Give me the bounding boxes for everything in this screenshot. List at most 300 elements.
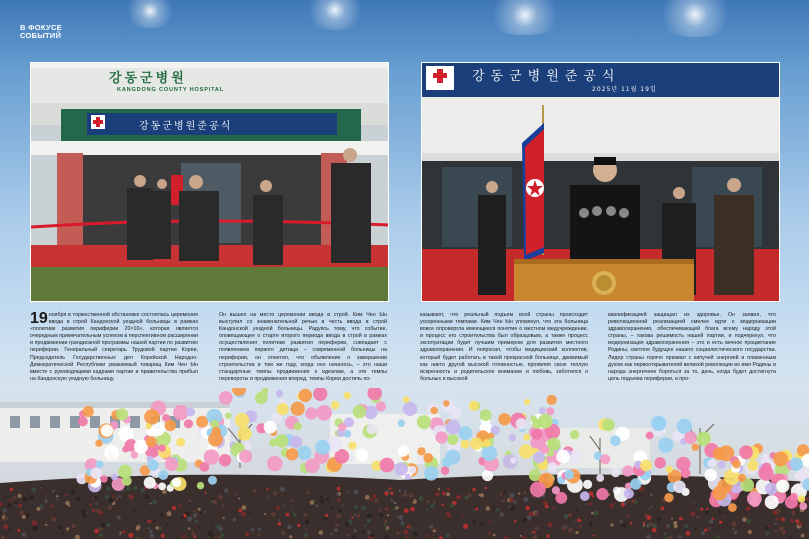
balloon [417,447,425,455]
crowd-figure [774,522,777,525]
balloon [430,407,438,415]
crowd-figure [66,527,69,530]
crowd-figure [708,527,711,530]
crowd-figure [779,526,784,531]
crowd-figure [262,511,264,513]
balloon [291,402,305,416]
balloon [299,389,312,402]
balloon [225,413,231,419]
crowd-figure [286,513,290,517]
crowd-figure [306,491,310,495]
balloon [165,457,178,470]
crowd-figure [305,520,310,525]
crowd-figure [287,525,292,530]
crowd-figure [219,527,224,532]
balloon [122,476,132,486]
crowd-figure [199,525,201,527]
crowd-figure [484,487,487,490]
crowd-figure [773,510,778,515]
balloon [405,474,411,480]
crowd-figure [621,502,625,506]
crowd-figure [579,525,582,528]
balloon [239,450,252,463]
balloon [403,402,417,416]
crowd-figure [58,525,62,529]
crowd-figure [661,506,665,510]
crowd-figure [446,512,450,516]
crowd-figure [101,523,106,528]
crowd-figure [15,504,17,506]
balloon [186,408,195,417]
crowd-figure [534,526,538,530]
balloon [624,489,634,499]
crowd-figure [215,536,217,538]
crowd-figure [575,531,578,534]
balloon [681,468,691,478]
crowd-figure [119,495,122,498]
crowd-figure [694,528,696,530]
balloon [546,407,554,415]
crowd-figure [430,504,435,509]
balloon [758,466,773,481]
crowd-figure [718,510,721,513]
balloon [338,423,346,431]
crowd-figure [150,534,154,538]
crowd-figure [531,531,534,534]
balloon [423,453,433,463]
balloon [435,431,447,443]
crowd-figure [593,534,595,536]
crowd-figure [289,535,292,538]
balloon [208,432,223,447]
crowd-figure [267,497,269,499]
balloon [315,440,330,455]
crowd-figure [133,486,138,491]
crowd-figure [610,504,614,508]
crowd-figure [117,516,121,520]
crowd-figure [568,528,573,533]
crowd-figure [473,509,475,511]
crowd-figure [628,500,630,502]
balloon [547,438,560,451]
balloon [264,421,277,434]
crowd-figure [367,518,371,522]
crowd-figure [446,533,450,537]
balloon [173,405,189,421]
balloon [747,491,762,506]
crowd-figure [412,499,414,501]
crowd-figure [643,524,645,526]
crowd-figure [472,488,476,492]
crowd-figure [386,526,389,529]
crowd-figure [105,495,110,500]
crowd-figure [90,504,92,506]
balloon [116,408,128,420]
crowd-figure [450,503,454,507]
crowd-figure [193,514,197,518]
crowd-figure [341,505,343,507]
crowd-figure [26,513,30,517]
crowd-figure [373,494,377,498]
crowd-figure [32,520,37,525]
crowd-figure [358,515,360,517]
balloon [469,401,479,411]
crowd-figure [115,497,119,501]
crowd-figure [405,490,407,492]
crowd-figure [379,513,383,517]
balloon [443,400,449,406]
crowd-figure [297,524,300,527]
crowd-figure [281,531,285,535]
balloon [480,409,492,421]
balloon [424,466,439,481]
crowd-figure [747,519,751,523]
crowd-figure [40,487,42,489]
crowd-figure [112,495,114,497]
crowd-figure [370,533,374,537]
crowd-figure [276,506,280,510]
crowd-figure [765,526,769,530]
crowd-figure [95,502,98,505]
crowd-figure [709,519,713,523]
balloon [738,474,746,482]
balloon [794,472,802,480]
balloon [101,424,113,436]
crowd-figure [406,536,408,538]
balloon [316,405,332,421]
crowd-figure [71,524,75,528]
crowd-figure [236,493,238,495]
crowd-figure [700,508,703,511]
building-sign-korean: 강동군병원 [109,71,187,86]
crowd-figure [106,486,110,490]
crowd-figure [716,535,719,538]
balloon [441,466,450,475]
balloon [538,414,553,429]
balloon [172,478,182,488]
crowd-figure [678,535,681,538]
balloon [158,470,168,480]
crowd-figure [719,521,722,524]
balloon [516,418,527,429]
crowd-figure [5,497,7,499]
section-header [20,24,62,40]
balloon [380,458,395,473]
balloon [523,434,530,441]
crowd-figure [679,517,683,521]
balloon [519,444,533,458]
crowd-figure [748,530,752,534]
crowd-figure [266,488,268,490]
crowd-figure [204,511,206,513]
crowd-figure [364,524,367,527]
crowd-figure [650,505,653,508]
crowd-figure [398,515,403,520]
crowd-figure [242,512,246,516]
balloon [482,446,498,462]
crowd-figure [319,530,323,534]
balloon [146,423,152,429]
crowd-figure [732,528,734,530]
balloon [305,407,317,419]
balloon [376,401,386,411]
balloon [144,477,156,489]
crowd-figure [65,494,67,496]
crowd-figure [489,532,492,535]
crowd-figure [13,496,17,500]
crowd-figure [630,522,633,525]
crowd-figure [319,496,322,499]
crowd-figure [367,514,372,519]
balloon [95,440,102,447]
crowd-figure [742,517,747,522]
crowd-figure [777,518,780,521]
crowd-figure [71,490,76,495]
article-column-2 [219,312,387,383]
crowd-figure [547,522,552,527]
crowd-figure [765,532,769,536]
balloon [524,399,530,405]
crowd-figure [283,505,285,507]
crowd-figure [278,519,280,521]
balloon [765,495,779,509]
column-text: Он вышел на место церемонии ввода в строй. Ким Чен Ын выступил со знаменательной речью в честь ввода в строй Кандонской уездной больницы. Радуясь тому, что событие, оповещающее о старте второго периода ввода в строй в рамках осуществления политики развития периферии, совпадает с появлением первого детища – современной больницы на периферии, он отметил, что объявление о завершении строительства в том же году, когда оно началось, – это наши стандартные темпы продвижения к идеалам, а эти темпы перевороты и продвижения вперед, темпы Кореи достичь по- [219,312,387,382]
balloon [111,474,118,481]
balloon [673,481,686,494]
crowd-figure [354,489,359,494]
crowd-figure [144,487,146,489]
crowd-figure [23,497,28,502]
crowd-figure [353,529,356,532]
crowd-figure [480,522,484,526]
crowd-figure [619,520,623,524]
crowd-figure [775,530,777,532]
crowd-figure [32,526,37,531]
balloon [610,436,621,447]
crowd-figure [40,504,43,507]
crowd-figure [188,527,191,530]
crowd-figure [664,533,666,535]
crowd-figure [404,508,409,513]
balloon [658,438,673,453]
balloon [409,466,417,474]
balloon [747,460,758,471]
crowd-figure [52,518,55,521]
crowd-figure [782,532,785,535]
crowd-figure [60,492,63,495]
crowd-figure [792,513,795,516]
crowd-figure [413,532,418,537]
balloon [602,419,615,432]
banner-text: 강동군병원준공식 [139,121,233,132]
crowd-figure [535,512,539,516]
balloon [531,429,542,440]
balloon [482,470,493,481]
balloon [712,486,727,501]
balloon [219,391,233,405]
crowd-figure [346,534,349,537]
crowd-figure [409,493,413,497]
crowd-figure [610,523,613,526]
balloon [773,452,788,467]
crowd-figure [561,526,566,531]
balloon [158,444,165,451]
crowd-figure [468,493,471,496]
column-text: квалификацией защищал их здоровье. Он заявил, что революционной реализацией смелее идти к модернизации здравоохранения, обеспечивающей блага всему народу этой страны, – такова решимость нашей партии, и подчеркнул, что модернизация здравоохранения – это и есть вечное процветание Родины, светлое будущее нашего социалистического государства. Лидер страны горячо призвал с кипучей энергией и пламенным духом как первооткрывателей великой революции во имя Родины и народа энергичнее бороться за то, день, когда будет достигнута цель подъема периферии, а про- [608,312,776,382]
crowd-figure [486,506,490,510]
crowd-figure [500,492,502,494]
crowd-figure [65,501,70,506]
crowd-figure [92,509,96,513]
crowd-figure [370,498,373,501]
crowd-figure [523,536,526,539]
crowd-figure [509,493,514,498]
crowd-figure [122,530,125,533]
crowd-figure [500,512,504,516]
crowd-figure [22,515,26,519]
crowd-figure [443,493,446,496]
crowd-figure [701,531,705,535]
balloon [144,409,160,425]
balloon [622,465,633,476]
crowd-figure [514,520,517,523]
crowd-figure [126,487,131,492]
balloon [294,422,302,430]
crowd-figure [403,530,408,535]
crowd-figure [334,528,338,532]
crowd-figure [198,508,201,511]
crowd-figure [242,505,247,510]
crowd-figure [465,496,469,500]
balloon [196,416,208,428]
crowd-figure [650,493,653,496]
crowd-figure [133,509,136,512]
crowd-figure [396,506,399,509]
balloon [510,457,516,463]
crowd-figure [303,533,307,537]
crowd-figure [489,521,491,523]
crowd-figure [577,519,581,523]
crowd-figure [61,532,63,534]
balloon [445,450,460,465]
balloon [470,437,482,449]
crowd-figure [56,495,58,497]
balloon [458,426,472,440]
crowd-figure [429,525,433,529]
crowd-figure [657,517,661,521]
crowd-figure [303,513,307,517]
balloon [692,444,699,451]
crowd-figure [138,523,140,525]
crowd-figure [502,499,505,502]
crowd-figure [351,516,353,518]
crowd-figure [125,517,127,519]
crowd-figure [129,495,134,500]
balloon [367,424,378,435]
crowd-figure [801,534,805,538]
crowd-figure [522,518,527,523]
crowd-figure [523,497,528,502]
crowd-figure [182,535,185,538]
crowd-figure [353,514,356,517]
balloon [790,493,798,501]
crowd-figure [781,518,785,522]
balloon [267,456,283,472]
balloon [654,417,667,430]
balloon [530,415,536,421]
article-column-4 [608,312,776,383]
balloon [718,461,726,469]
crowd-figure [145,495,149,499]
crowd-figure [150,520,153,523]
crowd-figure [365,495,370,500]
balloon [146,436,157,447]
crowd-figure [200,512,202,514]
crowd-figure [734,531,738,535]
balloon [666,466,673,473]
crowd-figure [706,511,710,515]
balloon [344,392,352,400]
crowd-figure [433,530,436,533]
crowd-figure [493,507,495,509]
crowd-figure [383,524,386,527]
crowd-figure [107,523,111,527]
crowd-figure [119,532,121,534]
balloon [276,390,283,397]
balloon [596,474,604,482]
crowd-figure [258,527,262,531]
crowd-figure [7,503,11,507]
crowd-figure [155,526,159,530]
section-title-line1: В ФОКУСЕ [20,23,62,32]
crowd-figure [647,516,652,521]
crowd-figure [152,500,157,505]
crowd-figure [588,502,591,505]
balloon [204,449,219,464]
crowd-figure [290,506,292,508]
crowd-figure [686,531,691,536]
balloon [90,467,102,479]
crowd-figure [704,528,707,531]
crowd-figure [119,534,121,536]
crowd-figure [403,492,408,497]
crowd-figure [665,527,667,529]
crowd-figure [45,524,47,526]
crowd-figure [589,523,593,527]
crowd-figure [673,521,677,525]
crowd-figure [523,491,526,494]
crowd-figure [249,511,252,514]
crowd-figure [510,506,515,511]
drop-cap: 19 [30,310,48,327]
crowd-figure [646,524,650,528]
crowd-figure [183,514,187,518]
crowd-figure [188,503,190,505]
crowd-figure [438,488,440,490]
crowd-figure [518,492,520,494]
crowd-figure [336,493,339,496]
crowd-figure [218,495,223,500]
crowd-figure [187,516,192,521]
crowd-figure [419,496,424,501]
balloon [555,492,567,504]
crowd-figure [245,532,249,536]
crowd-figure [746,506,751,511]
balloon [564,470,574,480]
crowd-figure [398,489,401,492]
crowd-figure [293,513,297,517]
crowd-figure [361,506,366,511]
